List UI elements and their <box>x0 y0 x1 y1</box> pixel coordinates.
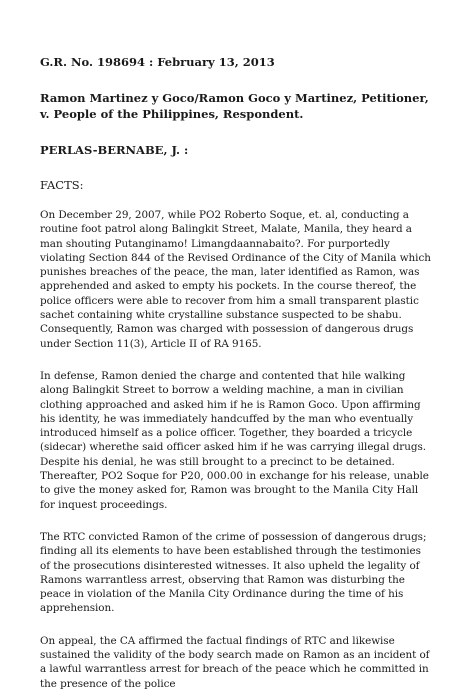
section-label-facts: FACTS: <box>40 178 84 192</box>
paragraph-facts: On December 29, 2007, while PO2 Roberto Soque, et. al, conducting a routine foot patrol along Balingkit Street, Malate, Manila, they heard a man shouting Putanginamo! Limangdaannabaito?. For purportedly violating Section 844 of the Revised Ordinance of the City of Manila which punishes breaches of the peace, the man, later identified as Ramon, was apprehended and asked to empty his pockets. In the course thereof, the police officers were able to recover from him a small transparent plastic sachet containing white crystalline substance suspected to be shabu. Consequently, Ramon was charged with possession of dangerous drugs under Section 11(3), Article II of RA 9165. <box>40 209 431 350</box>
ponente: PERLAS-BERNABE, J. : <box>40 143 189 157</box>
case-title: Ramon Martinez y Goco/Ramon Goco y Martinez, Petitioner, v. People of the Philippines, Respondent. <box>40 91 429 121</box>
paragraph-defense: In defense, Ramon denied the charge and contented that hile walking along Balingkit Street to borrow a welding machine, a man in civilian clothing approached and asked him if he is Ramon Goco. Upon affirming his identity, he was immediately handcuffed by the man who eventually introduced himself as a police officer. Together, they boarded a tricycle (sidecar) wherethe said officer asked him if he was carrying illegal drugs. Despite his denial, he was still brought to a precinct to be detained. Thereafter, PO2 Soque for P20, 000.00 in exchange for his release, unable to give the money asked for, Ramon was brought to the Manila City Hall for inquest proceedings. <box>40 369 429 511</box>
paragraph-rtc-ruling: The RTC convicted Ramon of the crime of possession of dangerous drugs; finding all its elements to have been established through the testimonies of the prosecutions disinterested witnesses. It also upheld the legality of Ramons warrantless arrest, observing that Ramon was disturbing the peace in violation of the Manila City Ordinance during the time of his apprehension. <box>40 530 427 615</box>
paragraph-ca-appeal: On appeal, the CA affirmed the factual findings of RTC and likewise sustained the validity of the body search made on Ramon as an incident of a lawful warrantless arrest for breach of the peace which he committed in the presence of the police <box>40 634 430 690</box>
case-number: G.R. No. 198694 : February 13, 2013 <box>40 55 275 69</box>
